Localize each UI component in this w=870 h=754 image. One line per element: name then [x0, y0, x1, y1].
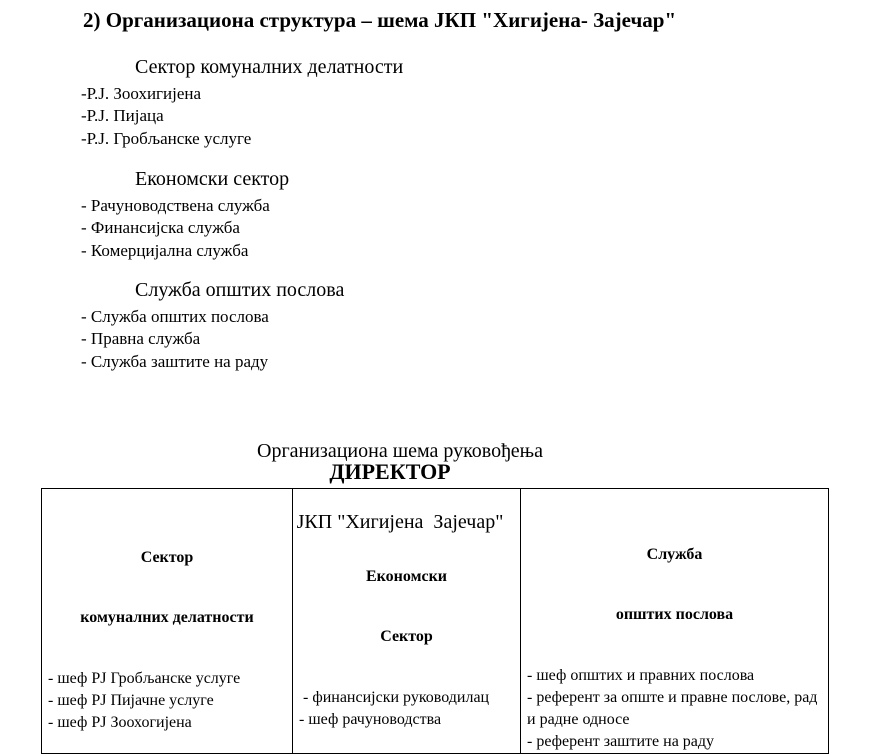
list-item: - Служба општих послова	[81, 307, 269, 326]
cell-header-line: Служба	[646, 546, 703, 563]
list-item: - Комерцијална служба	[81, 240, 249, 260]
list-item: - Правна служба	[81, 329, 201, 349]
section-opsti-poslovi	[81, 277, 344, 373]
cell-item: - шеф рачуноводства	[299, 711, 442, 728]
list-item: -Р.Ј. Гробљанске услуге	[81, 128, 252, 148]
page-title: 2) Организациона структура – шема ЈКП "Хигијена- Зајечар"	[83, 8, 677, 32]
section-heading: Сектор комуналних делатности	[135, 56, 404, 78]
cell-items	[299, 687, 514, 731]
cell-item: - финансијски руководилац	[299, 689, 490, 706]
section-heading: Економски сектор	[135, 168, 290, 190]
org-chart-title-line1: Организациона шема руковођења	[257, 440, 543, 462]
table-cell-sluzba-opstih	[521, 489, 829, 754]
list-item: -Р.Ј. Пијаца	[81, 106, 164, 126]
cell-header	[48, 508, 286, 668]
cell-items	[48, 668, 286, 734]
table-row	[42, 489, 829, 754]
list-item: -Р.Ј. Зоохигијена	[81, 84, 202, 103]
cell-item: - референт заштите на раду	[527, 733, 715, 750]
cell-item: - шеф РЈ Гробљанске услуге	[48, 670, 241, 687]
table-cell-ekonomski-sektor	[293, 489, 521, 754]
director-heading: ДИРЕКТОР	[329, 459, 451, 484]
list-item: - Служба заштите на раду	[81, 351, 269, 371]
cell-items	[527, 665, 822, 753]
cell-header-line: општих послова	[615, 606, 734, 623]
list-item: - Рачуноводствена служба	[81, 196, 270, 215]
cell-item: - шеф РЈ Пијачне услуге	[48, 692, 214, 709]
cell-header-line: Сектор	[380, 628, 433, 645]
list-item: - Финансијска служба	[81, 218, 240, 238]
cell-header-line: Сектор	[140, 549, 194, 566]
org-table	[41, 488, 829, 754]
section-komunalne-delatnosti	[81, 54, 403, 150]
cell-item: - шеф РЈ Зоохогијена	[48, 714, 192, 731]
cell-header-line: Економски	[365, 568, 448, 585]
section-ekonomski-sektor	[81, 166, 289, 262]
table-cell-sektor-komunalnih	[42, 489, 293, 754]
cell-header	[527, 505, 822, 665]
cell-item: - шеф општих и правних послова	[527, 667, 755, 684]
cell-item: - референт за опште и правне послове, рад и радне односе	[527, 689, 822, 728]
section-heading: Служба општих послова	[135, 279, 345, 301]
org-chart-title-line2: ЈКП "Хигијена Зајечар"	[296, 510, 504, 533]
cell-header-line: комуналних делатности	[80, 609, 254, 626]
cell-header	[299, 527, 514, 687]
